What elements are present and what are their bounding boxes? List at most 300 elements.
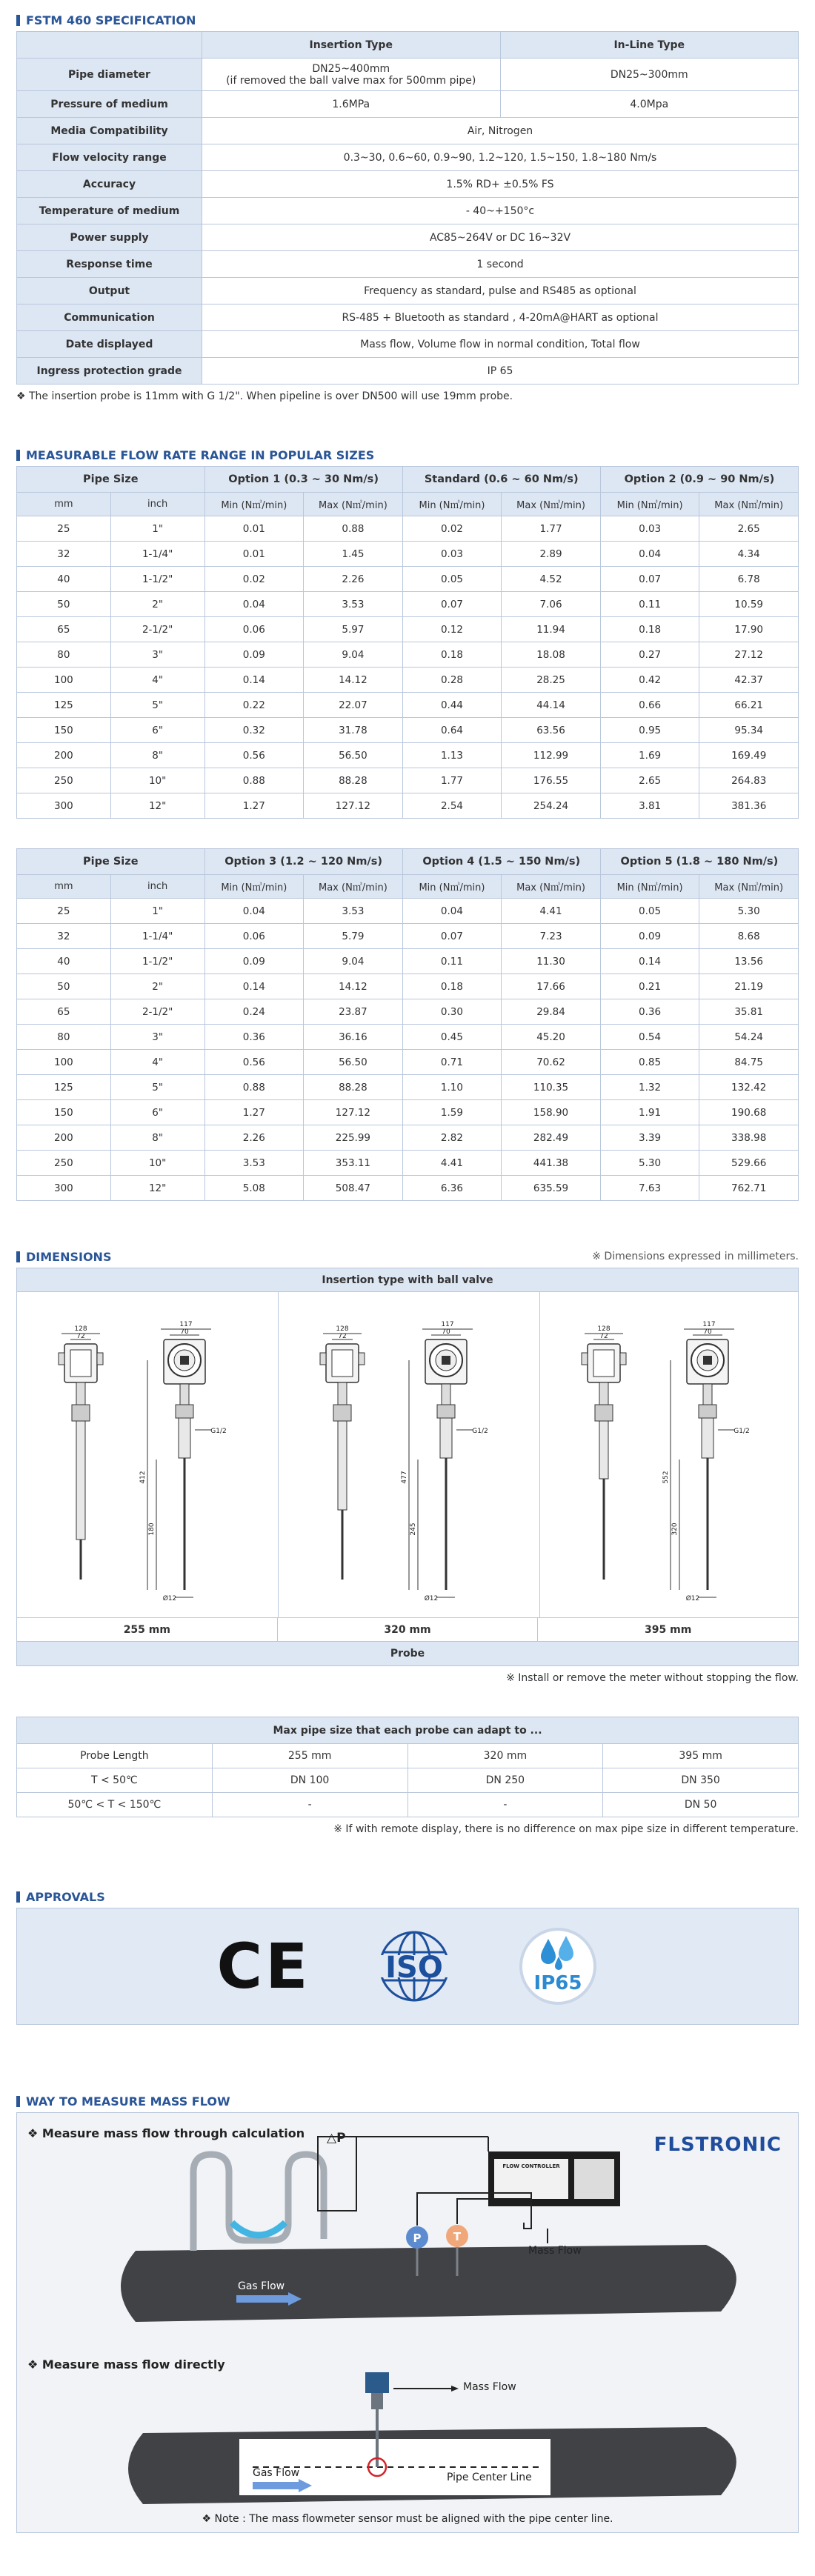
- table-row: [17, 793, 799, 819]
- table-cell: 200: [17, 1125, 111, 1151]
- table-cell: 2.89: [502, 542, 601, 567]
- spec-label: Temperature of medium: [17, 198, 202, 224]
- table-cell: 320 mm: [408, 1744, 603, 1768]
- gas-flow-label-1: Gas Flow: [238, 2280, 285, 2292]
- table-cell: 0.07: [600, 567, 699, 592]
- table-cell: 1.32: [600, 1075, 699, 1100]
- u-tube-liquid: [232, 2223, 285, 2235]
- table-cell: 65: [17, 617, 111, 642]
- dim-caption: Insertion type with ball valve: [17, 1268, 798, 1292]
- delta-p-label: △P: [327, 2131, 346, 2146]
- calc-heading: ❖ Measure mass flow through calculation: [27, 2126, 305, 2140]
- table-cell: 0.05: [402, 567, 502, 592]
- table-cell: 5.97: [304, 617, 403, 642]
- table-cell: 169.49: [699, 743, 799, 768]
- table-cell: 50: [17, 974, 111, 999]
- max-header: Max (N㎥/min): [304, 493, 403, 516]
- section-marker: [16, 1891, 20, 1903]
- direct-heading: ❖ Measure mass flow directly: [27, 2357, 225, 2372]
- table-cell: 0.05: [600, 899, 699, 924]
- dim-size: 320 mm: [278, 1618, 539, 1641]
- p-label: P: [413, 2231, 422, 2245]
- table-cell: 5": [110, 693, 204, 718]
- table-cell: 381.36: [699, 793, 799, 819]
- flow-header-row: [17, 467, 799, 493]
- table-cell: 1": [110, 516, 204, 542]
- dim-probe-label: Probe: [17, 1642, 798, 1665]
- mm-header: mm: [17, 875, 111, 899]
- approvals-title: APPROVALS: [26, 1889, 105, 1904]
- table-cell: 529.66: [699, 1151, 799, 1176]
- table-cell: 5.30: [699, 899, 799, 924]
- table-cell: 17.66: [502, 974, 601, 999]
- table-cell: -: [408, 1793, 603, 1817]
- table-row: [17, 999, 799, 1025]
- table-cell: 200: [17, 743, 111, 768]
- table-cell: 282.49: [502, 1125, 601, 1151]
- spec-value: 1.6MPa: [202, 91, 501, 118]
- table-cell: 0.36: [600, 999, 699, 1025]
- table-row: [17, 1125, 799, 1151]
- table-cell: 0.02: [204, 567, 304, 592]
- table-cell: 0.09: [204, 949, 304, 974]
- table-cell: 3": [110, 1025, 204, 1050]
- spec-row: [17, 278, 799, 304]
- table-cell: 50: [17, 592, 111, 617]
- table-cell: 0.42: [600, 668, 699, 693]
- table-cell: 54.24: [699, 1025, 799, 1050]
- table-cell: 4": [110, 1050, 204, 1075]
- option-header: Option 1 (0.3 ~ 30 Nm/s): [204, 467, 402, 493]
- table-cell: 100: [17, 1050, 111, 1075]
- table-row: [17, 542, 799, 567]
- dimension-label: Ø12: [424, 1595, 439, 1602]
- dimension-label: G1/2: [734, 1428, 750, 1435]
- table-cell: 0.11: [402, 949, 502, 974]
- table-row: [17, 949, 799, 974]
- probe-drawing: [540, 1292, 801, 1618]
- dimension-label: 128: [74, 1325, 87, 1333]
- table-cell: 0.56: [204, 1050, 304, 1075]
- table-cell: 150: [17, 718, 111, 743]
- table-cell: 0.04: [402, 899, 502, 924]
- mass-title: WAY TO MEASURE MASS FLOW: [26, 2094, 230, 2109]
- inch-header: inch: [110, 493, 204, 516]
- mm-header: mm: [17, 493, 111, 516]
- dim-drawing-cell: [540, 1292, 801, 1617]
- flow-subheader-row: [17, 493, 799, 516]
- table-cell: 80: [17, 1025, 111, 1050]
- table-cell: 0.11: [600, 592, 699, 617]
- table-cell: 8.68: [699, 924, 799, 949]
- spec-value: RS-485 + Bluetooth as standard , 4-20mA@HART as optional: [202, 304, 799, 331]
- table-cell: 2-1/2": [110, 617, 204, 642]
- spec-section-title: [16, 10, 799, 30]
- section-marker: [16, 15, 20, 26]
- dimension-label: 180: [148, 1522, 156, 1536]
- table-cell: 0.66: [600, 693, 699, 718]
- table-cell: 0.14: [204, 974, 304, 999]
- table-cell: 2.65: [600, 768, 699, 793]
- table-cell: 1-1/4": [110, 924, 204, 949]
- table-cell: 23.87: [304, 999, 403, 1025]
- table-row: [17, 642, 799, 668]
- table-cell: 0.09: [204, 642, 304, 668]
- dim-size: 255 mm: [17, 1618, 278, 1641]
- table-cell: 45.20: [502, 1025, 601, 1050]
- table-cell: 0.64: [402, 718, 502, 743]
- probe-drawing: [17, 1292, 278, 1618]
- max-header: Max (N㎥/min): [502, 875, 601, 899]
- spec-row: [17, 198, 799, 224]
- table-cell: 0.18: [600, 617, 699, 642]
- table-cell: 100: [17, 668, 111, 693]
- pipe-size-header: Pipe Size: [17, 467, 205, 493]
- table-row: [17, 924, 799, 949]
- table-cell: 12": [110, 793, 204, 819]
- approvals-panel: [16, 1908, 799, 2025]
- table-cell: 70.62: [502, 1050, 601, 1075]
- table-row: [17, 718, 799, 743]
- table-cell: 3": [110, 642, 204, 668]
- table-cell: 17.90: [699, 617, 799, 642]
- option-header: Option 3 (1.2 ~ 120 Nm/s): [204, 849, 402, 875]
- max-pipe-table: [16, 1717, 799, 1817]
- spec-value: Frequency as standard, pulse and RS485 as optional: [202, 278, 799, 304]
- table-cell: Probe Length: [17, 1744, 213, 1768]
- table-cell: 27.12: [699, 642, 799, 668]
- table-cell: T < 50℃: [17, 1768, 213, 1793]
- max-header: Max (N㎥/min): [502, 493, 601, 516]
- spec-value: 4.0Mpa: [500, 91, 799, 118]
- dim-sizes: [17, 1618, 798, 1642]
- pipe-upper: [121, 2245, 736, 2322]
- table-cell: 5": [110, 1075, 204, 1100]
- table-cell: 80: [17, 642, 111, 668]
- table-cell: 2.65: [699, 516, 799, 542]
- table-cell: 5.30: [600, 1151, 699, 1176]
- table-cell: 1-1/2": [110, 949, 204, 974]
- table-cell: 10.59: [699, 592, 799, 617]
- table-cell: 338.98: [699, 1125, 799, 1151]
- table-cell: 0.09: [600, 924, 699, 949]
- flow-header-row: [17, 849, 799, 875]
- dimension-label: 117: [179, 1321, 193, 1328]
- spec-row: [17, 91, 799, 118]
- table-cell: 395 mm: [603, 1744, 799, 1768]
- dimension-label: G1/2: [210, 1428, 227, 1435]
- table-cell: 7.23: [502, 924, 601, 949]
- option-header: Standard (0.6 ~ 60 Nm/s): [402, 467, 600, 493]
- table-cell: 10": [110, 768, 204, 793]
- spec-row: [17, 358, 799, 385]
- table-cell: 190.68: [699, 1100, 799, 1125]
- table-cell: 112.99: [502, 743, 601, 768]
- table-cell: 18.08: [502, 642, 601, 668]
- table-cell: 150: [17, 1100, 111, 1125]
- table-cell: DN 50: [603, 1793, 799, 1817]
- table-cell: 25: [17, 899, 111, 924]
- spec-label: Power supply: [17, 224, 202, 251]
- table-cell: 250: [17, 768, 111, 793]
- remote-note: ※ If with remote display, there is no difference on max pipe size in different temperature.: [333, 1823, 799, 1835]
- spec-label: Pressure of medium: [17, 91, 202, 118]
- table-cell: 353.11: [304, 1151, 403, 1176]
- min-header: Min (N㎥/min): [600, 875, 699, 899]
- table-cell: 0.22: [204, 693, 304, 718]
- option-header: Option 2 (0.9 ~ 90 Nm/s): [600, 467, 798, 493]
- t-label: T: [453, 2230, 462, 2243]
- probe-drawing: [279, 1292, 539, 1618]
- table-cell: 0.14: [204, 668, 304, 693]
- table-cell: 0.18: [402, 974, 502, 999]
- table-cell: 1.77: [402, 768, 502, 793]
- table-row: [17, 668, 799, 693]
- table-cell: 441.38: [502, 1151, 601, 1176]
- ce-mark: CE: [216, 1930, 311, 2003]
- spec-title: FSTM 460 SPECIFICATION: [26, 13, 196, 27]
- table-cell: 0.01: [204, 542, 304, 567]
- spec-value: [202, 59, 501, 91]
- table-cell: 6.36: [402, 1176, 502, 1201]
- spec-label: Output: [17, 278, 202, 304]
- spec-label: Ingress protection grade: [17, 358, 202, 385]
- table-cell: 635.59: [502, 1176, 601, 1201]
- table-cell: 250: [17, 1151, 111, 1176]
- table-cell: 0.07: [402, 924, 502, 949]
- table-cell: 2-1/2": [110, 999, 204, 1025]
- table-cell: 25: [17, 516, 111, 542]
- dimension-label: G1/2: [472, 1428, 488, 1435]
- table-cell: 1.91: [600, 1100, 699, 1125]
- table-cell: 5.79: [304, 924, 403, 949]
- gas-flow-label-2: Gas Flow: [253, 2467, 300, 2479]
- max-header: Max (N㎥/min): [304, 875, 403, 899]
- table-cell: 3.39: [600, 1125, 699, 1151]
- table-cell: 0.88: [204, 1075, 304, 1100]
- min-header: Min (N㎥/min): [204, 493, 304, 516]
- max-header: Max (N㎥/min): [699, 493, 799, 516]
- min-header: Min (N㎥/min): [402, 493, 502, 516]
- mass-section-title: [16, 2091, 799, 2111]
- table-cell: 3.81: [600, 793, 699, 819]
- table-cell: 21.19: [699, 974, 799, 999]
- dimension-label: 70: [703, 1328, 712, 1336]
- table-cell: 65: [17, 999, 111, 1025]
- min-header: Min (N㎥/min): [600, 493, 699, 516]
- table-cell: 95.34: [699, 718, 799, 743]
- table-cell: 56.50: [304, 1050, 403, 1075]
- table-cell: 0.04: [204, 592, 304, 617]
- spec-label: Accuracy: [17, 171, 202, 198]
- spec-row: [17, 331, 799, 358]
- table-cell: 14.12: [304, 668, 403, 693]
- table-cell: 11.30: [502, 949, 601, 974]
- table-cell: 0.27: [600, 642, 699, 668]
- table-row: [17, 1050, 799, 1075]
- table-cell: 3.53: [204, 1151, 304, 1176]
- flow-table-1: [16, 466, 799, 819]
- spec-value: 1 second: [202, 251, 799, 278]
- table-cell: 0.18: [402, 642, 502, 668]
- table-cell: 0.06: [204, 924, 304, 949]
- dimension-label: Ø12: [685, 1595, 700, 1602]
- table-cell: 31.78: [304, 718, 403, 743]
- table-cell: DN 250: [408, 1768, 603, 1793]
- table-cell: -: [212, 1793, 408, 1817]
- table-cell: 0.06: [204, 617, 304, 642]
- table-cell: 88.28: [304, 768, 403, 793]
- spec-label: Response time: [17, 251, 202, 278]
- table-cell: 300: [17, 793, 111, 819]
- inch-header: inch: [110, 875, 204, 899]
- dimension-label: 117: [702, 1321, 716, 1328]
- table-cell: 264.83: [699, 768, 799, 793]
- table-cell: 1": [110, 899, 204, 924]
- section-marker: [16, 450, 20, 461]
- table-cell: 32: [17, 542, 111, 567]
- flow-table-2: [16, 848, 799, 1201]
- table-cell: 1.77: [502, 516, 601, 542]
- controller-label: FLOW CONTROLLER: [502, 2163, 560, 2169]
- table-cell: 4": [110, 668, 204, 693]
- flow-section-title: [16, 445, 799, 465]
- table-cell: 125: [17, 693, 111, 718]
- table-cell: 42.37: [699, 668, 799, 693]
- table-row: [17, 1100, 799, 1125]
- table-cell: 56.50: [304, 743, 403, 768]
- table-cell: 0.88: [204, 768, 304, 793]
- section-marker: [16, 1251, 20, 1262]
- spec-row: [17, 59, 799, 91]
- table-cell: 0.54: [600, 1025, 699, 1050]
- table-cell: 1.27: [204, 793, 304, 819]
- table-cell: 7.06: [502, 592, 601, 617]
- table-row: [17, 693, 799, 718]
- mass-flow-panel: [16, 2112, 799, 2533]
- table-cell: 110.35: [502, 1075, 601, 1100]
- direct-meter-head: [365, 2372, 389, 2393]
- table-cell: 0.02: [402, 516, 502, 542]
- table-cell: 0.07: [402, 592, 502, 617]
- table-cell: 0.12: [402, 617, 502, 642]
- dimension-label: 477: [401, 1471, 408, 1484]
- table-cell: 9.04: [304, 949, 403, 974]
- table-cell: 10": [110, 1151, 204, 1176]
- table-cell: 1.69: [600, 743, 699, 768]
- table-row: [17, 516, 799, 542]
- spec-value: DN25~300mm: [500, 59, 799, 91]
- spec-value: - 40~+150°c: [202, 198, 799, 224]
- table-row: [17, 1151, 799, 1176]
- table-cell: 508.47: [304, 1176, 403, 1201]
- table-cell: 11.94: [502, 617, 601, 642]
- table-cell: 1-1/4": [110, 542, 204, 567]
- table-cell: 3.53: [304, 899, 403, 924]
- table-cell: 0.21: [600, 974, 699, 999]
- table-cell: 1-1/2": [110, 567, 204, 592]
- table-cell: 29.84: [502, 999, 601, 1025]
- table-cell: 8": [110, 743, 204, 768]
- dimension-label: 72: [76, 1333, 85, 1340]
- mass-flow-label-1: Mass Flow: [528, 2245, 582, 2257]
- spec-value: Air, Nitrogen: [202, 118, 799, 144]
- table-row: [17, 1075, 799, 1100]
- spec-col-insertion: Insertion Type: [202, 32, 501, 59]
- dimension-label: 70: [442, 1328, 450, 1336]
- section-marker: [16, 2096, 20, 2107]
- table-cell: 176.55: [502, 768, 601, 793]
- iso-text: ISO: [385, 1951, 443, 1985]
- table-cell: 2.26: [204, 1125, 304, 1151]
- table-cell: 254.24: [502, 793, 601, 819]
- spec-header-row: [17, 32, 799, 59]
- table-cell: 0.04: [204, 899, 304, 924]
- table-cell: 1.45: [304, 542, 403, 567]
- table-cell: 0.88: [304, 516, 403, 542]
- min-header: Min (N㎥/min): [204, 875, 304, 899]
- spec-label: Date displayed: [17, 331, 202, 358]
- min-header: Min (N㎥/min): [402, 875, 502, 899]
- table-cell: 8": [110, 1125, 204, 1151]
- spec-row: [17, 251, 799, 278]
- table-cell: 125: [17, 1075, 111, 1100]
- dimension-label: 412: [139, 1471, 147, 1484]
- table-cell: 50℃ < T < 150℃: [17, 1793, 213, 1817]
- spec-value: Mass flow, Volume flow in normal condition, Total flow: [202, 331, 799, 358]
- spec-value-line: DN25~400mm: [312, 62, 390, 75]
- dimension-label: 72: [599, 1333, 608, 1340]
- table-cell: 14.12: [304, 974, 403, 999]
- option-header: Option 4 (1.5 ~ 150 Nm/s): [402, 849, 600, 875]
- table-cell: 1.59: [402, 1100, 502, 1125]
- table-cell: 5.08: [204, 1176, 304, 1201]
- brand-logo: FLSTRONIC: [653, 2134, 782, 2156]
- dim-drawing-cell: [279, 1292, 540, 1617]
- mass-flow-label-2: Mass Flow: [463, 2381, 516, 2393]
- spec-row: [17, 171, 799, 198]
- table-cell: 7.63: [600, 1176, 699, 1201]
- table-cell: 0.56: [204, 743, 304, 768]
- table-cell: 4.52: [502, 567, 601, 592]
- table-cell: 127.12: [304, 793, 403, 819]
- table-cell: 158.90: [502, 1100, 601, 1125]
- table-row: [17, 617, 799, 642]
- table-row: [17, 1744, 799, 1768]
- table-cell: 32: [17, 924, 111, 949]
- table-cell: 40: [17, 567, 111, 592]
- maxpipe-caption: Max pipe size that each probe can adapt to ...: [17, 1717, 799, 1744]
- table-cell: 0.45: [402, 1025, 502, 1050]
- table-cell: 2.54: [402, 793, 502, 819]
- install-note: ※ Install or remove the meter without stopping the flow.: [506, 1672, 799, 1684]
- max-header: Max (N㎥/min): [699, 875, 799, 899]
- table-cell: 255 mm: [212, 1744, 408, 1768]
- table-cell: 28.25: [502, 668, 601, 693]
- spec-footnote: ❖ The insertion probe is 11mm with G 1/2". When pipeline is over DN500 will use 19mm probe.: [16, 390, 513, 402]
- pipe-center-line-label: Pipe Center Line: [447, 2472, 532, 2483]
- table-cell: 63.56: [502, 718, 601, 743]
- flow-title: MEASURABLE FLOW RATE RANGE IN POPULAR SIZES: [26, 447, 375, 462]
- table-cell: 2.82: [402, 1125, 502, 1151]
- table-cell: 225.99: [304, 1125, 403, 1151]
- spec-col-inline: In-Line Type: [500, 32, 799, 59]
- dim-size: 395 mm: [645, 1624, 692, 1636]
- table-cell: 132.42: [699, 1075, 799, 1100]
- table-row: [17, 743, 799, 768]
- approvals-section-title: [16, 1887, 799, 1906]
- maxpipe-header-row: [17, 1717, 799, 1744]
